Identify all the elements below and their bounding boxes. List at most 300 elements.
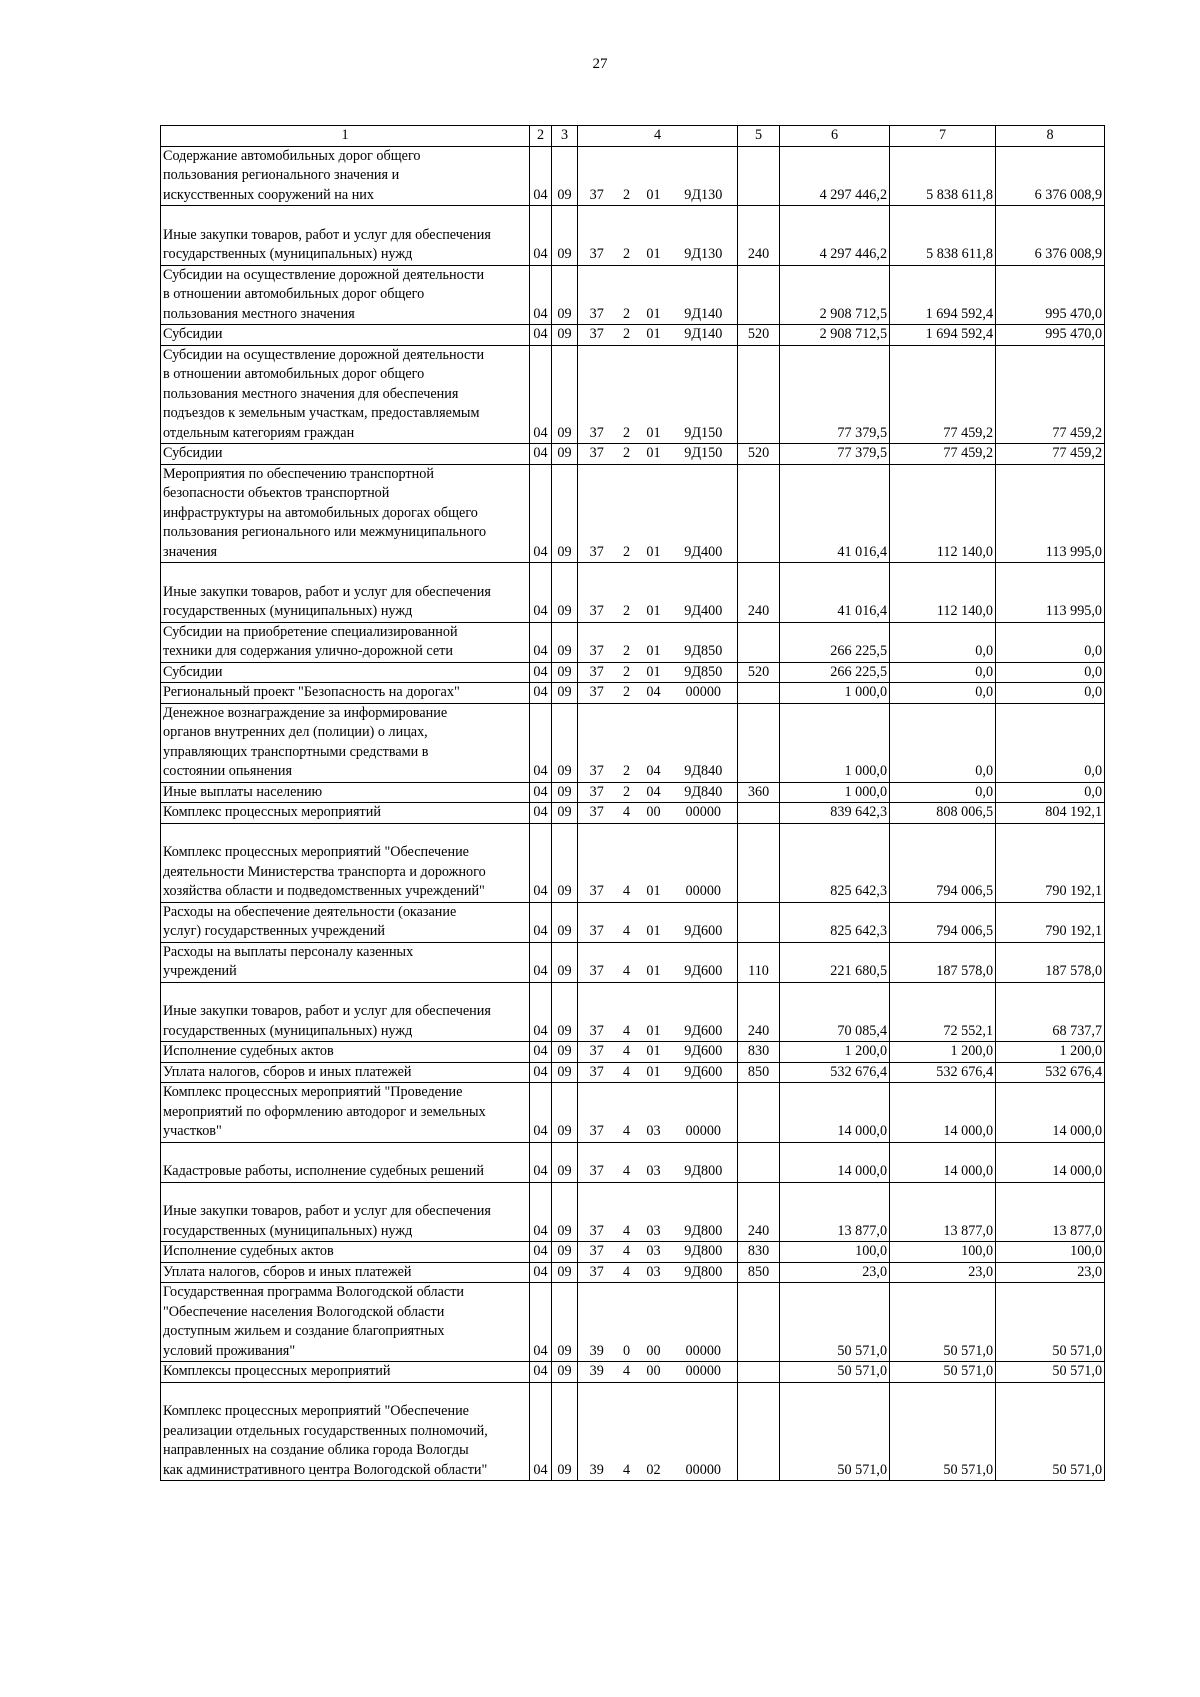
row-name: Иные закупки товаров, работ и услуг для обеспечения государственных (муниципальных) нужд (161, 982, 530, 1042)
code-program-type: 4 (616, 982, 638, 1042)
amount-col-8: 50 571,0 (996, 1382, 1105, 1481)
amount-col-8: 0,0 (996, 683, 1105, 704)
code-program: 37 (578, 1142, 616, 1182)
code-direction: 9Д850 (670, 662, 738, 683)
amount-col-8: 113 995,0 (996, 464, 1105, 563)
table-row (161, 1042, 1105, 1063)
code-direction: 9Д400 (670, 464, 738, 563)
code-program: 37 (578, 206, 616, 266)
code-direction: 00000 (670, 1362, 738, 1383)
code-program-type: 0 (616, 1283, 638, 1362)
row-name: Кадастровые работы, исполнение судебных решений (161, 1142, 530, 1182)
code-section: 04 (530, 325, 552, 346)
table-row (161, 662, 1105, 683)
code-program-element: 01 (638, 563, 670, 623)
amount-col-8: 77 459,2 (996, 345, 1105, 444)
header-col-5: 5 (738, 126, 780, 147)
amount-col-8: 0,0 (996, 703, 1105, 782)
code-program-type: 4 (616, 823, 638, 902)
code-section: 04 (530, 1142, 552, 1182)
code-program-type: 4 (616, 902, 638, 942)
table-header-row (161, 126, 1105, 147)
amount-col-7: 1 694 592,4 (890, 265, 996, 325)
amount-col-6: 4 297 446,2 (780, 146, 890, 206)
code-direction: 00000 (670, 1283, 738, 1362)
row-name: Субсидии на приобретение специализированной техники для содержания улично-дорожной сети (161, 622, 530, 662)
code-subsection: 09 (552, 1362, 578, 1383)
code-expense-type: 240 (738, 206, 780, 266)
code-expense-type (738, 683, 780, 704)
code-program: 39 (578, 1362, 616, 1383)
amount-col-6: 41 016,4 (780, 563, 890, 623)
table-row (161, 1142, 1105, 1182)
code-program-element: 01 (638, 464, 670, 563)
amount-col-6: 50 571,0 (780, 1283, 890, 1362)
code-section: 04 (530, 265, 552, 325)
code-program: 37 (578, 1262, 616, 1283)
amount-col-7: 77 459,2 (890, 444, 996, 465)
code-direction: 9Д800 (670, 1242, 738, 1263)
code-section: 04 (530, 782, 552, 803)
code-section: 04 (530, 902, 552, 942)
amount-col-6: 77 379,5 (780, 345, 890, 444)
table-row (161, 1283, 1105, 1362)
amount-col-8: 790 192,1 (996, 902, 1105, 942)
code-subsection: 09 (552, 662, 578, 683)
code-program-element: 04 (638, 683, 670, 704)
amount-col-8: 13 877,0 (996, 1182, 1105, 1242)
amount-col-8: 0,0 (996, 622, 1105, 662)
code-program: 37 (578, 823, 616, 902)
code-program-element: 00 (638, 1283, 670, 1362)
code-section: 04 (530, 803, 552, 824)
code-program-element: 00 (638, 1362, 670, 1383)
code-direction: 9Д840 (670, 782, 738, 803)
code-program: 37 (578, 662, 616, 683)
amount-col-6: 221 680,5 (780, 942, 890, 982)
code-direction: 9Д140 (670, 325, 738, 346)
code-expense-type: 240 (738, 982, 780, 1042)
code-section: 04 (530, 1262, 552, 1283)
amount-col-6: 14 000,0 (780, 1142, 890, 1182)
table-row (161, 942, 1105, 982)
code-section: 04 (530, 1182, 552, 1242)
code-program: 39 (578, 1382, 616, 1481)
amount-col-8: 804 192,1 (996, 803, 1105, 824)
row-name: Субсидии на осуществление дорожной деятельности в отношении автомобильных дорог общего пользования местного значения (161, 265, 530, 325)
code-subsection: 09 (552, 803, 578, 824)
code-program-element: 01 (638, 902, 670, 942)
code-program: 37 (578, 782, 616, 803)
code-section: 04 (530, 444, 552, 465)
code-subsection: 09 (552, 683, 578, 704)
code-program: 37 (578, 464, 616, 563)
code-subsection: 09 (552, 942, 578, 982)
table-row (161, 703, 1105, 782)
code-section: 04 (530, 1242, 552, 1263)
code-expense-type (738, 703, 780, 782)
row-name: Комплекс процессных мероприятий "Обеспечение реализации отдельных государственных полномочий, направленных на создание облика города Вологды как административного центра Вологодской области" (161, 1382, 530, 1481)
table-row (161, 206, 1105, 266)
amount-col-7: 0,0 (890, 622, 996, 662)
amount-col-7: 808 006,5 (890, 803, 996, 824)
code-expense-type (738, 1382, 780, 1481)
amount-col-6: 1 000,0 (780, 703, 890, 782)
code-subsection: 09 (552, 563, 578, 623)
table-row (161, 803, 1105, 824)
row-name: Исполнение судебных актов (161, 1242, 530, 1263)
code-program-element: 04 (638, 703, 670, 782)
code-direction: 9Д800 (670, 1142, 738, 1182)
code-expense-type (738, 1083, 780, 1143)
code-subsection: 09 (552, 206, 578, 266)
code-program: 37 (578, 942, 616, 982)
code-program: 37 (578, 1182, 616, 1242)
row-name: Расходы на выплаты персоналу казенных учреждений (161, 942, 530, 982)
amount-col-8: 77 459,2 (996, 444, 1105, 465)
code-direction: 9Д600 (670, 1042, 738, 1063)
code-program-type: 2 (616, 146, 638, 206)
header-col-1: 1 (161, 126, 530, 147)
table-row (161, 265, 1105, 325)
amount-col-6: 839 642,3 (780, 803, 890, 824)
code-program-element: 03 (638, 1083, 670, 1143)
code-section: 04 (530, 345, 552, 444)
code-program-element: 03 (638, 1182, 670, 1242)
code-expense-type: 520 (738, 325, 780, 346)
amount-col-7: 77 459,2 (890, 345, 996, 444)
row-name: Субсидии на осуществление дорожной деятельности в отношении автомобильных дорог общего пользования местного значения для обеспечения подъездов к земельным участкам, предоставляемым отдельным категориям граждан (161, 345, 530, 444)
code-program-type: 4 (616, 1083, 638, 1143)
table-row (161, 1362, 1105, 1383)
table-row (161, 464, 1105, 563)
amount-col-8: 0,0 (996, 782, 1105, 803)
amount-col-6: 50 571,0 (780, 1382, 890, 1481)
code-direction: 9Д140 (670, 265, 738, 325)
code-program: 37 (578, 1242, 616, 1263)
amount-col-8: 187 578,0 (996, 942, 1105, 982)
code-program-type: 2 (616, 444, 638, 465)
code-subsection: 09 (552, 1142, 578, 1182)
row-name: Комплексы процессных мероприятий (161, 1362, 530, 1383)
header-col-3: 3 (552, 126, 578, 147)
code-expense-type (738, 902, 780, 942)
code-program-element: 01 (638, 622, 670, 662)
amount-col-6: 1 000,0 (780, 782, 890, 803)
row-name: Содержание автомобильных дорог общего пользования регионального значения и искусственных сооружений на них (161, 146, 530, 206)
amount-col-6: 2 908 712,5 (780, 265, 890, 325)
row-name: Комплекс процессных мероприятий "Обеспечение деятельности Министерства транспорта и дорожного хозяйства области и подведомственных учреждений" (161, 823, 530, 902)
code-program-type: 4 (616, 1262, 638, 1283)
code-program-type: 2 (616, 703, 638, 782)
code-expense-type (738, 1142, 780, 1182)
code-direction: 9Д130 (670, 146, 738, 206)
code-expense-type (738, 622, 780, 662)
code-subsection: 09 (552, 1382, 578, 1481)
code-expense-type (738, 464, 780, 563)
amount-col-8: 995 470,0 (996, 265, 1105, 325)
code-expense-type: 520 (738, 662, 780, 683)
code-program-element: 01 (638, 982, 670, 1042)
code-direction: 9Д600 (670, 902, 738, 942)
code-subsection: 09 (552, 622, 578, 662)
code-expense-type (738, 265, 780, 325)
row-name: Исполнение судебных актов (161, 1042, 530, 1063)
code-expense-type (738, 146, 780, 206)
row-name: Уплата налогов, сборов и иных платежей (161, 1062, 530, 1083)
code-program: 37 (578, 622, 616, 662)
row-name: Субсидии (161, 444, 530, 465)
amount-col-7: 112 140,0 (890, 563, 996, 623)
code-program-type: 4 (616, 803, 638, 824)
amount-col-8: 6 376 008,9 (996, 146, 1105, 206)
row-name: Уплата налогов, сборов и иных платежей (161, 1262, 530, 1283)
code-subsection: 09 (552, 464, 578, 563)
code-direction: 00000 (670, 823, 738, 902)
amount-col-7: 50 571,0 (890, 1283, 996, 1362)
code-subsection: 09 (552, 265, 578, 325)
code-program-element: 01 (638, 345, 670, 444)
row-name: Мероприятия по обеспечению транспортной безопасности объектов транспортной инфраструктуры на автомобильных дорогах общего пользования регионального или межмуниципального значения (161, 464, 530, 563)
table-row (161, 782, 1105, 803)
amount-col-8: 50 571,0 (996, 1362, 1105, 1383)
code-program-element: 04 (638, 782, 670, 803)
amount-col-6: 23,0 (780, 1262, 890, 1283)
amount-col-6: 77 379,5 (780, 444, 890, 465)
amount-col-8: 113 995,0 (996, 563, 1105, 623)
code-expense-type: 240 (738, 563, 780, 623)
code-section: 04 (530, 982, 552, 1042)
code-program-element: 01 (638, 662, 670, 683)
code-program: 37 (578, 703, 616, 782)
code-program-element: 01 (638, 325, 670, 346)
code-program: 37 (578, 683, 616, 704)
code-program-type: 4 (616, 1142, 638, 1182)
code-section: 04 (530, 1042, 552, 1063)
table-row (161, 902, 1105, 942)
code-direction: 9Д850 (670, 622, 738, 662)
amount-col-6: 266 225,5 (780, 662, 890, 683)
code-program: 37 (578, 345, 616, 444)
code-subsection: 09 (552, 823, 578, 902)
amount-col-6: 266 225,5 (780, 622, 890, 662)
amount-col-6: 14 000,0 (780, 1083, 890, 1143)
amount-col-6: 13 877,0 (780, 1182, 890, 1242)
code-program-type: 4 (616, 942, 638, 982)
code-program-type: 2 (616, 683, 638, 704)
row-name: Комплекс процессных мероприятий "Проведение мероприятий по оформлению автодорог и земельных участков" (161, 1083, 530, 1143)
code-program: 37 (578, 1042, 616, 1063)
amount-col-7: 100,0 (890, 1242, 996, 1263)
table-row (161, 622, 1105, 662)
code-subsection: 09 (552, 325, 578, 346)
code-direction: 9Д400 (670, 563, 738, 623)
code-section: 04 (530, 563, 552, 623)
code-direction: 00000 (670, 1083, 738, 1143)
amount-col-7: 50 571,0 (890, 1382, 996, 1481)
table-row (161, 325, 1105, 346)
amount-col-8: 14 000,0 (996, 1142, 1105, 1182)
amount-col-7: 72 552,1 (890, 982, 996, 1042)
amount-col-7: 14 000,0 (890, 1142, 996, 1182)
code-program-type: 2 (616, 345, 638, 444)
row-name: Субсидии (161, 325, 530, 346)
code-expense-type: 360 (738, 782, 780, 803)
code-subsection: 09 (552, 1083, 578, 1143)
amount-col-6: 1 000,0 (780, 683, 890, 704)
code-program-element: 02 (638, 1382, 670, 1481)
amount-col-6: 41 016,4 (780, 464, 890, 563)
code-program-element: 00 (638, 803, 670, 824)
code-expense-type (738, 345, 780, 444)
code-program-element: 01 (638, 1042, 670, 1063)
code-subsection: 09 (552, 345, 578, 444)
amount-col-8: 532 676,4 (996, 1062, 1105, 1083)
code-section: 04 (530, 622, 552, 662)
row-name: Государственная программа Вологодской области "Обеспечение населения Вологодской области доступным жильем и создание благоприятных условий проживания" (161, 1283, 530, 1362)
table-row (161, 345, 1105, 444)
code-direction: 9Д130 (670, 206, 738, 266)
amount-col-6: 825 642,3 (780, 823, 890, 902)
amount-col-7: 794 006,5 (890, 902, 996, 942)
code-subsection: 09 (552, 1242, 578, 1263)
code-direction: 9Д840 (670, 703, 738, 782)
code-section: 04 (530, 146, 552, 206)
amount-col-7: 112 140,0 (890, 464, 996, 563)
code-direction: 9Д150 (670, 345, 738, 444)
row-name: Денежное вознаграждение за информирование органов внутренних дел (полиции) о лицах, управляющих транспортными средствами в состоянии опьянения (161, 703, 530, 782)
code-program: 37 (578, 444, 616, 465)
row-name: Иные закупки товаров, работ и услуг для обеспечения государственных (муниципальных) нужд (161, 206, 530, 266)
amount-col-6: 100,0 (780, 1242, 890, 1263)
amount-col-7: 187 578,0 (890, 942, 996, 982)
amount-col-7: 5 838 611,8 (890, 146, 996, 206)
code-program: 37 (578, 982, 616, 1042)
code-program-element: 01 (638, 265, 670, 325)
code-expense-type: 110 (738, 942, 780, 982)
table-row (161, 1262, 1105, 1283)
table-row (161, 1062, 1105, 1083)
code-program: 37 (578, 803, 616, 824)
code-section: 04 (530, 464, 552, 563)
code-expense-type: 850 (738, 1062, 780, 1083)
code-program: 39 (578, 1283, 616, 1362)
code-program: 37 (578, 1062, 616, 1083)
amount-col-6: 4 297 446,2 (780, 206, 890, 266)
code-program-type: 4 (616, 1062, 638, 1083)
code-program-element: 01 (638, 444, 670, 465)
amount-col-8: 68 737,7 (996, 982, 1105, 1042)
code-program-type: 4 (616, 1182, 638, 1242)
row-name: Субсидии (161, 662, 530, 683)
amount-col-7: 50 571,0 (890, 1362, 996, 1383)
code-expense-type: 240 (738, 1182, 780, 1242)
code-program-element: 03 (638, 1242, 670, 1263)
row-name: Расходы на обеспечение деятельности (оказание услуг) государственных учреждений (161, 902, 530, 942)
code-expense-type: 830 (738, 1042, 780, 1063)
code-program: 37 (578, 146, 616, 206)
amount-col-7: 23,0 (890, 1262, 996, 1283)
code-program: 37 (578, 1083, 616, 1143)
code-program-type: 2 (616, 563, 638, 623)
code-program: 37 (578, 265, 616, 325)
code-subsection: 09 (552, 1283, 578, 1362)
code-section: 04 (530, 683, 552, 704)
code-subsection: 09 (552, 1262, 578, 1283)
amount-col-8: 1 200,0 (996, 1042, 1105, 1063)
code-program: 37 (578, 902, 616, 942)
row-name: Иные выплаты населению (161, 782, 530, 803)
amount-col-7: 0,0 (890, 662, 996, 683)
amount-col-7: 0,0 (890, 683, 996, 704)
amount-col-6: 70 085,4 (780, 982, 890, 1042)
amount-col-7: 794 006,5 (890, 823, 996, 902)
table-row (161, 683, 1105, 704)
table-row (161, 146, 1105, 206)
amount-col-8: 995 470,0 (996, 325, 1105, 346)
header-col-8: 8 (996, 126, 1105, 147)
row-name: Региональный проект "Безопасность на дорогах" (161, 683, 530, 704)
code-section: 04 (530, 1062, 552, 1083)
code-direction: 9Д150 (670, 444, 738, 465)
code-expense-type (738, 823, 780, 902)
code-section: 04 (530, 1382, 552, 1481)
table-row (161, 1083, 1105, 1143)
code-program-type: 2 (616, 265, 638, 325)
header-col-2: 2 (530, 126, 552, 147)
code-subsection: 09 (552, 782, 578, 803)
code-program-type: 2 (616, 206, 638, 266)
code-section: 04 (530, 703, 552, 782)
code-subsection: 09 (552, 982, 578, 1042)
code-program-element: 01 (638, 1062, 670, 1083)
code-subsection: 09 (552, 902, 578, 942)
code-program-type: 4 (616, 1042, 638, 1063)
code-program-type: 2 (616, 622, 638, 662)
amount-col-8: 100,0 (996, 1242, 1105, 1263)
amount-col-8: 14 000,0 (996, 1083, 1105, 1143)
amount-col-7: 532 676,4 (890, 1062, 996, 1083)
code-section: 04 (530, 1283, 552, 1362)
amount-col-8: 790 192,1 (996, 823, 1105, 902)
table-row (161, 823, 1105, 902)
code-direction: 00000 (670, 683, 738, 704)
code-expense-type (738, 1283, 780, 1362)
code-expense-type: 830 (738, 1242, 780, 1263)
table-row (161, 982, 1105, 1042)
code-section: 04 (530, 1083, 552, 1143)
code-section: 04 (530, 206, 552, 266)
row-name: Комплекс процессных мероприятий (161, 803, 530, 824)
amount-col-6: 825 642,3 (780, 902, 890, 942)
header-col-4: 4 (578, 126, 738, 147)
code-subsection: 09 (552, 703, 578, 782)
code-direction: 00000 (670, 803, 738, 824)
code-expense-type (738, 1362, 780, 1383)
code-program: 37 (578, 563, 616, 623)
code-program-element: 01 (638, 206, 670, 266)
code-expense-type (738, 803, 780, 824)
table-row (161, 563, 1105, 623)
code-program-type: 2 (616, 662, 638, 683)
code-program-type: 4 (616, 1382, 638, 1481)
code-program-type: 4 (616, 1362, 638, 1383)
code-direction: 9Д600 (670, 1062, 738, 1083)
amount-col-7: 13 877,0 (890, 1182, 996, 1242)
amount-col-8: 6 376 008,9 (996, 206, 1105, 266)
table-row (161, 444, 1105, 465)
table-body (161, 146, 1105, 1481)
